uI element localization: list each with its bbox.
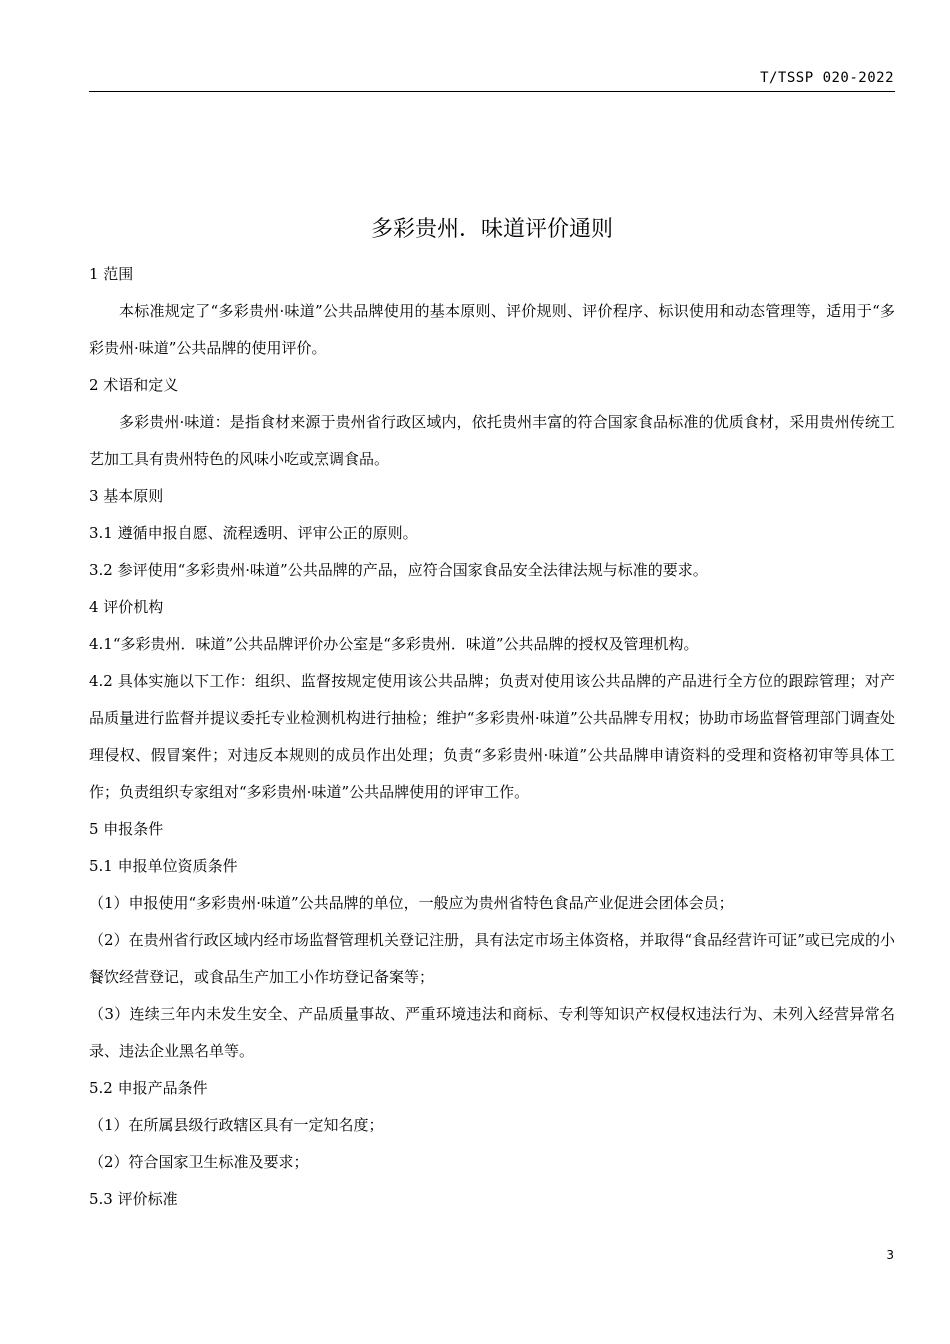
clause-5-1-item-2: （2）在贵州省行政区域内经市场监督管理机关登记注册，具有法定市场主体资格，并取得“食品经营许可证”或已完成的小餐饮经营登记，或食品生产加工小作坊登记备案等； [89, 931, 895, 986]
clause-5-2-item-2: （2）符合国家卫生标准及要求； [89, 1153, 309, 1171]
clause-5-3: 5.3 评价标准 [89, 1190, 178, 1208]
document-body [89, 256, 895, 1218]
clause-5-2-item-1: （1）在所属县级行政辖区具有一定知名度； [89, 1116, 384, 1134]
clause-5-2: 5.2 申报产品条件 [89, 1079, 208, 1097]
scope-paragraph: 本标准规定了“多彩贵州·味道”公共品牌使用的基本原则、评价规则、评价程序、标识使用和动态管理等，适用于“多彩贵州·味道”公共品牌的使用评价。 [89, 302, 895, 357]
section-heading-scope: 1 范围 [89, 265, 134, 283]
clause-5-1-item-1: （1）申报使用“多彩贵州·味道”公共品牌的单位，一般应为贵州省特色食品产业促进会团体会员； [89, 894, 734, 912]
clause-3-1: 3.1 遵循申报自愿、流程透明、评审公正的原则。 [89, 524, 418, 542]
clause-5-1-item-3: （3）连续三年内未发生安全、产品质量事故、严重环境违法和商标、专利等知识产权侵权违法行为、未列入经营异常名录、违法企业黑名单等。 [89, 1005, 895, 1060]
clause-4-2: 4.2 具体实施以下工作：组织、监督按规定使用该公共品牌；负责对使用该公共品牌的产品进行全方位的跟踪管理；对产品质量进行监督并提议委托专业检测机构进行抽检；维护“多彩贵州·味道”公共品牌专用权；协助市场监督管理部门调查处理侵权、假冒案件；对违反本规则的成员作出处理；负责“多彩贵州·味道”公共品牌申请资料的受理和资格初审等具体工作；负责组织专家组对“多彩贵州·味道”公共品牌使用的评审工作。 [89, 672, 895, 801]
section-heading-application-conditions: 5 申报条件 [89, 820, 164, 838]
document-code: T/TSSP 020-2022 [760, 70, 894, 86]
terms-definition-paragraph: 多彩贵州·味道：是指食材来源于贵州省行政区域内，依托贵州丰富的符合国家食品标准的优质食材，采用贵州传统工艺加工具有贵州特色的风味小吃或烹调食品。 [89, 413, 895, 468]
clause-3-2: 3.2 参评使用“多彩贵州·味道”公共品牌的产品，应符合国家食品安全法律法规与标准的要求。 [89, 561, 708, 579]
clause-4-1: 4.1“多彩贵州．味道”公共品牌评价办公室是“多彩贵州．味道”公共品牌的授权及管理机构。 [89, 635, 699, 653]
header-divider [89, 91, 895, 92]
section-heading-principles: 3 基本原则 [89, 487, 164, 505]
section-heading-terms: 2 术语和定义 [89, 376, 179, 394]
section-heading-evaluation-body: 4 评价机构 [89, 598, 164, 616]
clause-5-1: 5.1 申报单位资质条件 [89, 857, 238, 875]
document-title: 多彩贵州．味道评价通则 [370, 217, 613, 242]
page-number: 3 [886, 1248, 894, 1262]
